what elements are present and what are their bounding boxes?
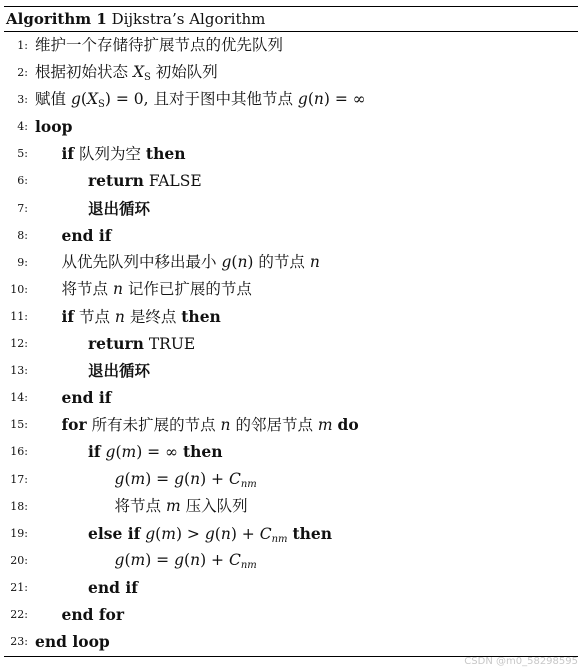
line-number: 1: xyxy=(17,39,28,52)
line-content xyxy=(62,411,359,439)
line-text: TRUE xyxy=(143,335,196,354)
line-content xyxy=(62,384,112,412)
line-text: 是终点 xyxy=(124,307,182,326)
math-symbol: g xyxy=(114,550,125,569)
math-symbol: C xyxy=(259,524,272,543)
math-symbol: n xyxy=(190,550,201,569)
line-number: 2: xyxy=(17,66,28,80)
math-symbol: m xyxy=(130,469,146,488)
line-content xyxy=(62,222,112,250)
math-symbol: nm xyxy=(271,533,288,545)
line-content xyxy=(88,330,195,358)
line-text: ) = xyxy=(145,550,175,569)
keyword: end for xyxy=(61,604,125,624)
line-content xyxy=(88,438,223,466)
line-number: 15: xyxy=(10,418,28,432)
keyword: end if xyxy=(88,577,138,597)
line-text: ) 的节点 xyxy=(247,252,310,271)
keyword: if xyxy=(61,306,75,326)
math-symbol: S xyxy=(97,99,105,111)
line-text: ) = ∞ xyxy=(136,443,183,462)
line-text: 将节点 xyxy=(61,279,113,298)
line-content xyxy=(88,574,138,602)
line-text: 所有未扩展的节点 xyxy=(86,416,221,435)
keyword: then xyxy=(292,523,333,543)
line-text: ) = xyxy=(145,469,175,488)
math-symbol: n xyxy=(309,252,320,271)
line-text: FALSE xyxy=(143,172,202,191)
math-symbol: n xyxy=(220,416,231,435)
algorithm-line xyxy=(4,438,578,465)
algorithm-line xyxy=(4,628,578,655)
keyword: do xyxy=(337,415,359,435)
keyword: end loop xyxy=(35,632,110,652)
line-number: 5: xyxy=(17,147,28,161)
math-symbol: n xyxy=(220,524,231,543)
algorithm-line xyxy=(4,59,578,86)
keyword: 退出循环 xyxy=(88,361,151,381)
math-symbol: X xyxy=(86,90,98,109)
algorithm-line xyxy=(4,574,578,601)
line-text: ( xyxy=(155,524,162,543)
keyword: 退出循环 xyxy=(88,198,151,218)
math-symbol: X xyxy=(132,63,144,82)
keyword: if xyxy=(61,144,75,164)
algorithm-title: Dijkstra’s Algorithm xyxy=(111,10,266,28)
line-text: ) + xyxy=(200,469,229,488)
algorithm-line xyxy=(4,276,578,303)
math-symbol: nm xyxy=(240,478,257,490)
line-content xyxy=(62,276,252,303)
math-symbol: S xyxy=(143,72,151,84)
algorithm-line xyxy=(4,222,578,249)
line-text: 初始队列 xyxy=(150,63,218,82)
line-text: ( xyxy=(124,550,131,569)
line-content xyxy=(115,493,248,520)
algorithm-line xyxy=(4,32,578,59)
line-number: 22: xyxy=(10,607,28,621)
line-content xyxy=(88,195,150,223)
line-number: 4: xyxy=(17,120,28,134)
line-text: 维护一个存储待扩展节点的优先队列 xyxy=(35,36,284,54)
math-symbol: m xyxy=(317,416,333,435)
line-text: ( xyxy=(80,90,87,109)
math-symbol: g xyxy=(70,90,81,109)
math-symbol: n xyxy=(190,469,201,488)
keyword: for xyxy=(61,415,87,435)
line-text: ) = 0, 且对于图中其他节点 xyxy=(104,90,298,109)
algorithm-line xyxy=(4,411,578,438)
keyword: loop xyxy=(35,117,73,137)
math-symbol: m xyxy=(161,524,176,543)
line-text: ) > xyxy=(175,524,205,543)
algorithm-caption xyxy=(4,7,578,31)
line-number: 11: xyxy=(10,309,28,323)
line-text: 将节点 xyxy=(114,496,166,515)
line-text: 根据初始状态 xyxy=(35,63,133,82)
line-text: 赋值 xyxy=(35,90,71,109)
math-symbol: g xyxy=(297,90,308,109)
line-text: 记作已扩展的节点 xyxy=(122,279,252,298)
line-text: ( xyxy=(307,90,314,109)
keyword: then xyxy=(145,144,186,164)
keyword: end if xyxy=(61,388,112,408)
algorithm-line xyxy=(4,303,578,330)
algorithm-line xyxy=(4,249,578,276)
line-number: 18: xyxy=(10,499,28,513)
line-number: 8: xyxy=(17,228,28,242)
math-symbol: n xyxy=(112,279,123,298)
algorithm-line xyxy=(4,113,578,140)
keyword: if xyxy=(88,442,101,462)
algorithm-line xyxy=(4,195,578,222)
line-text: ( xyxy=(115,443,122,462)
math-symbol: m xyxy=(121,443,137,462)
line-text: ) = ∞ xyxy=(323,90,366,109)
math-symbol: g xyxy=(204,524,215,543)
line-number: 7: xyxy=(17,201,28,215)
algorithm-line xyxy=(4,384,578,411)
algorithm-line xyxy=(4,167,578,194)
line-text: 节点 xyxy=(74,307,115,326)
math-symbol: nm xyxy=(240,559,257,571)
line-number: 6: xyxy=(17,174,28,188)
line-number: 14: xyxy=(10,391,28,405)
math-symbol: g xyxy=(221,252,232,271)
math-symbol: n xyxy=(114,307,125,326)
algorithm-line xyxy=(4,330,578,357)
line-text: ( xyxy=(214,524,221,543)
keyword: then xyxy=(181,306,221,326)
math-symbol: m xyxy=(165,496,181,515)
line-text: 的邻居节点 xyxy=(230,416,318,435)
keyword: then xyxy=(182,442,223,462)
algorithm-line xyxy=(4,140,578,167)
math-symbol: g xyxy=(174,469,185,488)
line-text: ) + xyxy=(200,550,229,569)
algorithm-line xyxy=(4,86,578,113)
line-content xyxy=(62,140,186,168)
line-text: ) + xyxy=(230,524,260,543)
algorithm-line xyxy=(4,520,578,547)
line-number: 12: xyxy=(10,337,28,351)
algorithm-line xyxy=(4,357,578,384)
algorithm-line xyxy=(4,493,578,520)
math-symbol: C xyxy=(228,469,241,488)
line-number: 10: xyxy=(10,282,28,296)
math-symbol: g xyxy=(145,524,156,543)
line-number: 3: xyxy=(17,93,28,107)
keyword: end if xyxy=(61,225,112,245)
line-text: 队列为空 xyxy=(74,145,146,164)
line-content xyxy=(88,167,202,195)
line-text: ( xyxy=(184,469,191,488)
math-symbol: n xyxy=(313,90,324,109)
line-content xyxy=(35,113,72,141)
line-text: 压入队列 xyxy=(180,496,248,515)
line-text: ( xyxy=(231,252,238,271)
line-text: ( xyxy=(124,469,131,488)
line-number: 20: xyxy=(10,553,28,567)
line-content xyxy=(62,303,221,331)
line-number: 17: xyxy=(10,472,28,486)
math-symbol: m xyxy=(130,550,146,569)
keyword: return xyxy=(88,171,144,191)
line-content xyxy=(35,628,110,656)
algorithm-line xyxy=(4,466,578,493)
line-text: 从优先队列中移出最小 xyxy=(61,252,222,271)
line-number: 9: xyxy=(17,255,28,269)
line-number: 21: xyxy=(10,580,28,594)
algorithm-line xyxy=(4,547,578,574)
watermark: CSDN @m0_58298595 xyxy=(464,656,578,667)
math-symbol: g xyxy=(105,443,116,462)
line-content xyxy=(62,249,320,276)
line-content xyxy=(62,601,125,629)
line-number: 13: xyxy=(10,364,28,378)
algorithm-label: Algorithm 1 xyxy=(6,10,107,28)
math-symbol: g xyxy=(114,469,125,488)
line-text: ( xyxy=(184,550,191,569)
keyword: else if xyxy=(88,523,141,543)
math-symbol: C xyxy=(228,550,241,569)
algorithm-lines xyxy=(4,32,578,655)
algorithm-line xyxy=(4,601,578,628)
line-number: 19: xyxy=(10,526,28,540)
line-number: 23: xyxy=(10,635,28,649)
math-symbol: g xyxy=(174,550,185,569)
keyword: return xyxy=(88,334,144,354)
math-symbol: n xyxy=(237,252,248,271)
line-content xyxy=(88,357,150,385)
line-content xyxy=(35,32,283,59)
algorithm-block xyxy=(4,6,578,655)
line-number: 16: xyxy=(10,445,28,459)
